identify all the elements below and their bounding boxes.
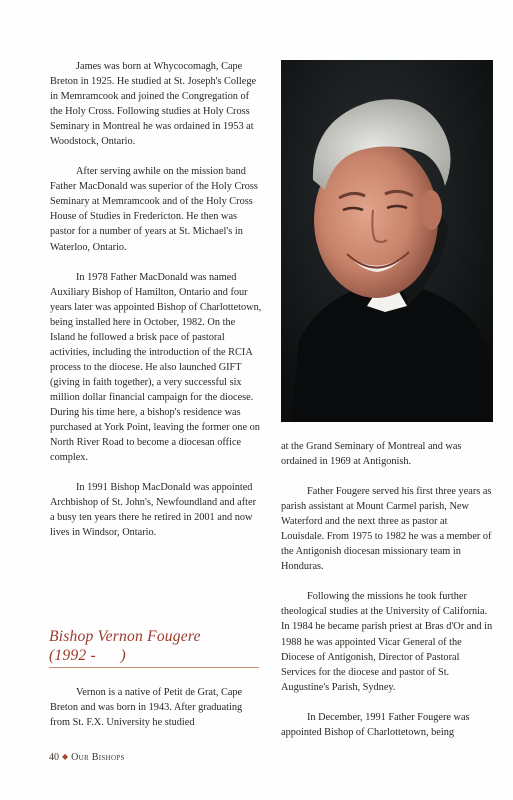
heading-name: Bishop Vernon Fougere: [49, 628, 201, 645]
paragraph-studies: Following the missions he took further theological studies at the University of California. In 1984 he became parish priest at Bras d'Or and in 1988 he was appointed Vicar General of the Diocese of Antigonish, Director of Pastoral Services for the diocese and pastor of St. Augustine's Parish, Sydney.: [281, 591, 493, 693]
bishop-portrait-photo: [281, 60, 493, 422]
paragraph-st-johns: In 1991 Bishop MacDonald was appointed Archbishop of St. John's, Newfoundland and after a busy ten years there he retired in 2001 and now lives in Windsor, Ontario.: [50, 482, 257, 539]
portrait-illustration: [281, 60, 493, 422]
page-number: 40: [49, 752, 59, 763]
paragraph-birth: James was born at Whycocomagh, Cape Breton in 1925. He studied at St. Joseph's College in Memramcook and joined the Congregation of the Holy Cross. Following studies at Holy Cross Seminary in Montreal he was ordained in 1953 at Woodstock, Ontario.: [50, 61, 257, 148]
diamond-icon: ◆: [62, 752, 69, 761]
paragraph-seminary: at the Grand Seminary of Montreal and was ordained in 1969 at Antigonish.: [281, 441, 462, 468]
paragraph-native: Vernon is a native of Petit de Grat, Cape Breton and was born in 1943. After graduating from St. F.X. University he studied: [50, 687, 243, 729]
heading-rule: [49, 667, 259, 668]
left-column-continued: [50, 685, 262, 730]
left-column: [50, 59, 262, 540]
paragraph-appointment: In December, 1991 Father Fougere was appointed Bishop of Charlottetown, being: [281, 711, 470, 738]
paragraph-mission: After serving awhile on the mission band Father MacDonald was superior of the Holy Cross Seminary at Memramcook and of the Holy Cross House of Studies in Fredericton. He then was pastor for a number of years at St. Michael's in Waterloo, Ontario.: [50, 166, 258, 253]
paragraph-charlottetown: In 1978 Father MacDonald was named Auxiliary Bishop of Hamilton, Ontario and four years later was appointed Bishop of Charlottetown, being installed here in October, 1982. On the Island he followed a brisk pace of pastoral activities, including the introduction of the RCIA process to the diocese. He also launched GIFT (giving in faith together), a very successful six million dollar financial campaign for the diocese. During his time here, a bishop's residence was purchased at York Point, leaving the former one on North River Road to become a diocesan office complex.: [50, 271, 262, 464]
page-footer: [49, 752, 125, 763]
right-column: [281, 439, 493, 755]
section-heading: [49, 627, 259, 668]
heading-dates: (1992 - ): [49, 647, 126, 664]
paragraph-parish: Father Fougere served his first three years as parish assistant at Mount Carmel parish, New Waterford and the next three as pastor at Louisdale. From 1975 to 1982 he was a member of the Antigonish diocesan missionary team in Honduras.: [281, 486, 492, 573]
footer-title: Our Bishops: [71, 752, 125, 763]
